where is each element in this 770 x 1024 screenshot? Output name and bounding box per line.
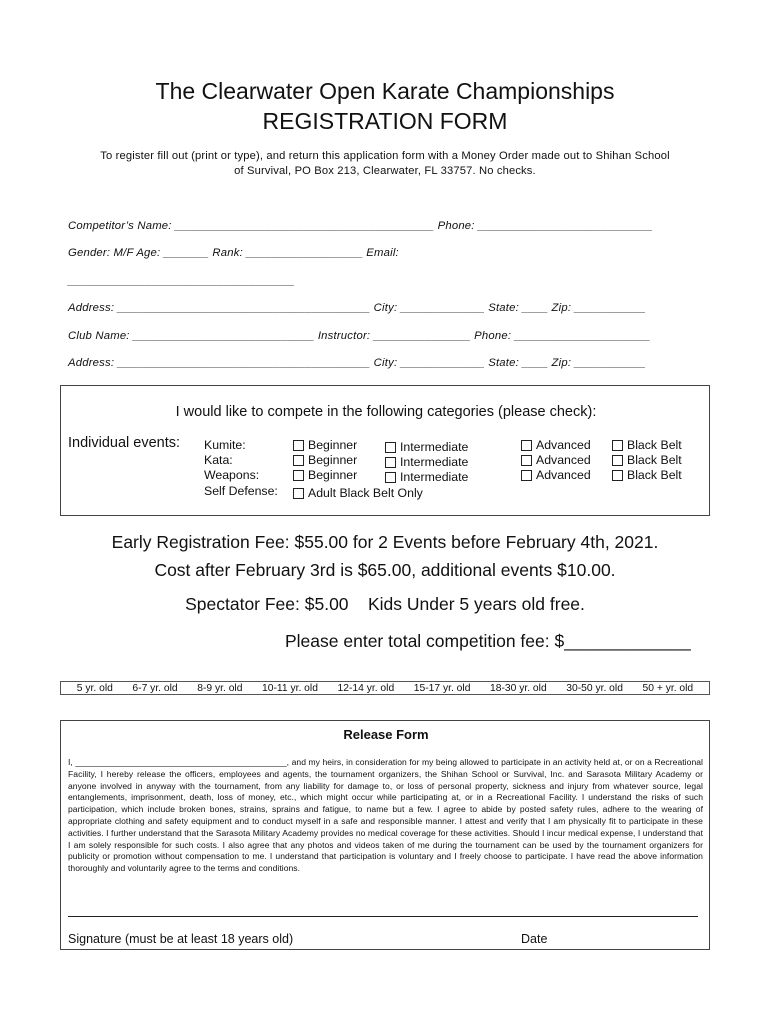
checkbox[interactable] — [385, 457, 396, 468]
intro-line-2: of Survival, PO Box 213, Clearwater, FL 33757. No checks. — [234, 165, 536, 177]
option-label: Beginner — [308, 468, 358, 482]
intro-line-1: To register fill out (print or type), and return this application form with a Money Order made out to Shihan School — [100, 150, 670, 162]
weapons-beginner-option[interactable] — [293, 468, 357, 482]
age-group[interactable]: 18-30 yr. old — [490, 682, 547, 694]
option-label: Beginner — [308, 438, 358, 452]
event-label-self-defense: Self Defense: — [204, 484, 278, 498]
option-label: Adult Black Belt Only — [308, 486, 423, 500]
checkbox[interactable] — [293, 470, 304, 481]
checkbox[interactable] — [612, 470, 623, 481]
checkbox[interactable] — [385, 472, 396, 483]
age-group[interactable]: 15-17 yr. old — [413, 682, 471, 694]
kata-black-belt-option[interactable] — [612, 453, 682, 467]
option-label: Black Belt — [627, 453, 682, 467]
release-form-box — [60, 720, 710, 950]
weapons-advanced-option[interactable] — [521, 468, 591, 482]
checkbox[interactable] — [385, 442, 396, 453]
total-fee-field[interactable]: Please enter total competition fee: $_____________ — [285, 631, 691, 651]
release-form-title: Release Form — [343, 727, 429, 742]
option-label: Intermediate — [400, 440, 469, 454]
kumite-advanced-option[interactable] — [521, 438, 591, 452]
age-group[interactable]: 12-14 yr. old — [337, 682, 395, 694]
form-title: The Clearwater Open Karate Championships — [155, 78, 615, 104]
weapons-intermediate-option[interactable] — [385, 470, 468, 484]
age-group-bar — [60, 681, 710, 695]
checkbox[interactable] — [612, 440, 623, 451]
club-address-field[interactable]: Address: _______________________________________ City: _____________ State: ____ Zip: ___________ — [68, 357, 646, 369]
kumite-beginner-option[interactable] — [293, 438, 357, 452]
checkbox[interactable] — [293, 440, 304, 451]
weapons-black-belt-option[interactable] — [612, 468, 682, 482]
event-label-kumite: Kumite: — [204, 438, 246, 452]
option-label: Beginner — [308, 453, 358, 467]
email-field[interactable]: ___________________________________ — [68, 275, 295, 287]
event-label-weapons: Weapons: — [204, 468, 260, 482]
age-group[interactable]: 50 + yr. old — [642, 682, 694, 694]
age-group[interactable]: 30-50 yr. old — [566, 682, 623, 694]
address-field[interactable]: Address: _______________________________________ City: _____________ State: ____ Zip: ___________ — [68, 302, 646, 314]
categories-box — [60, 385, 710, 516]
age-group[interactable]: 5 yr. old — [76, 682, 113, 694]
age-group[interactable]: 10-11 yr. old — [262, 682, 318, 694]
kata-intermediate-option[interactable] — [385, 455, 468, 469]
late-registration-fee: Cost after February 3rd is $65.00, additional events $10.00. — [154, 560, 616, 580]
kata-advanced-option[interactable] — [521, 453, 591, 467]
checkbox[interactable] — [521, 470, 532, 481]
option-label: Black Belt — [627, 468, 682, 482]
kumite-intermediate-option[interactable] — [385, 440, 468, 454]
event-label-kata: Kata: — [204, 453, 233, 467]
age-group[interactable]: 8-9 yr. old — [197, 682, 243, 694]
checkbox[interactable] — [521, 440, 532, 451]
individual-events-label: Individual events: — [68, 435, 181, 451]
age-group[interactable]: 6-7 yr. old — [132, 682, 178, 694]
release-form-text: I, ____________________________________________, and my heirs, in consideration for my being allowed to participate in an activity held at, or on a Recreational Facility, I hereby release the officers, employees and agents, the tournament organizers, the Shihan School or Survival, Inc. and Sarasota Military Academy or anyone involved in anyway with the tournament, from any liability for damage to, or loss of personal property, sickness and injury from whatever source, legal entanglements, imprisonment, death, loss of money, etc., which might occur while participating at, or in a Recreational Facility. I understand the risks of such participation, which include broken bones, strains, sprains and fatigue, to name but a few. I agree to abide by posted safety rules, adhere to the wearing of appropriate clothing and safety equipment and to conduct myself in a safe and responsible manner. I attest and verify that I am physically fit to participate in these activities. I further understand that the Sarasota Military Academy provides no medical coverage for these activities. Should I incur medical expense, I understand that I am solely responsible for such costs. I also agree that any photos and videos taken of me during the tournament can be used by the tournament organizers for publicity or promotion without compensation to me. I understand that participation is voluntary and I freely choose to participate. I have read the above information thoroughly and voluntarily agree to the terms and conditions. — [68, 757, 703, 874]
early-registration-fee: Early Registration Fee: $55.00 for 2 Events before February 4th, 2021. — [111, 532, 659, 552]
form-subtitle: REGISTRATION FORM — [262, 108, 508, 134]
option-label: Advanced — [536, 468, 591, 482]
checkbox[interactable] — [293, 488, 304, 499]
spectator-fee: Spectator Fee: $5.00 Kids Under 5 years old free. — [185, 594, 585, 614]
date-label: Date — [521, 932, 548, 946]
option-label: Black Belt — [627, 438, 682, 452]
categories-heading: I would like to compete in the following categories (please check): — [175, 404, 597, 420]
signature-line[interactable] — [68, 916, 698, 917]
option-label: Advanced — [536, 438, 591, 452]
checkbox[interactable] — [521, 455, 532, 466]
gender-age-rank-field[interactable]: Gender: M/F Age: _______ Rank: __________________ Email: — [68, 247, 399, 259]
option-label: Intermediate — [400, 455, 469, 469]
checkbox[interactable] — [612, 455, 623, 466]
option-label: Intermediate — [400, 470, 469, 484]
signature-label: Signature (must be at least 18 years old) — [68, 932, 294, 946]
kumite-black-belt-option[interactable] — [612, 438, 682, 452]
self-defense-adult-black-belt-option[interactable] — [293, 486, 423, 500]
intro-text — [62, 149, 708, 179]
club-name-field[interactable]: Club Name: ____________________________ Instructor: _______________ Phone: _____________________ — [68, 330, 651, 342]
kata-beginner-option[interactable] — [293, 453, 357, 467]
checkbox[interactable] — [293, 455, 304, 466]
option-label: Advanced — [536, 453, 591, 467]
competitor-name-field[interactable]: Competitor’s Name: ________________________________________ Phone: ___________________________ — [68, 220, 654, 232]
